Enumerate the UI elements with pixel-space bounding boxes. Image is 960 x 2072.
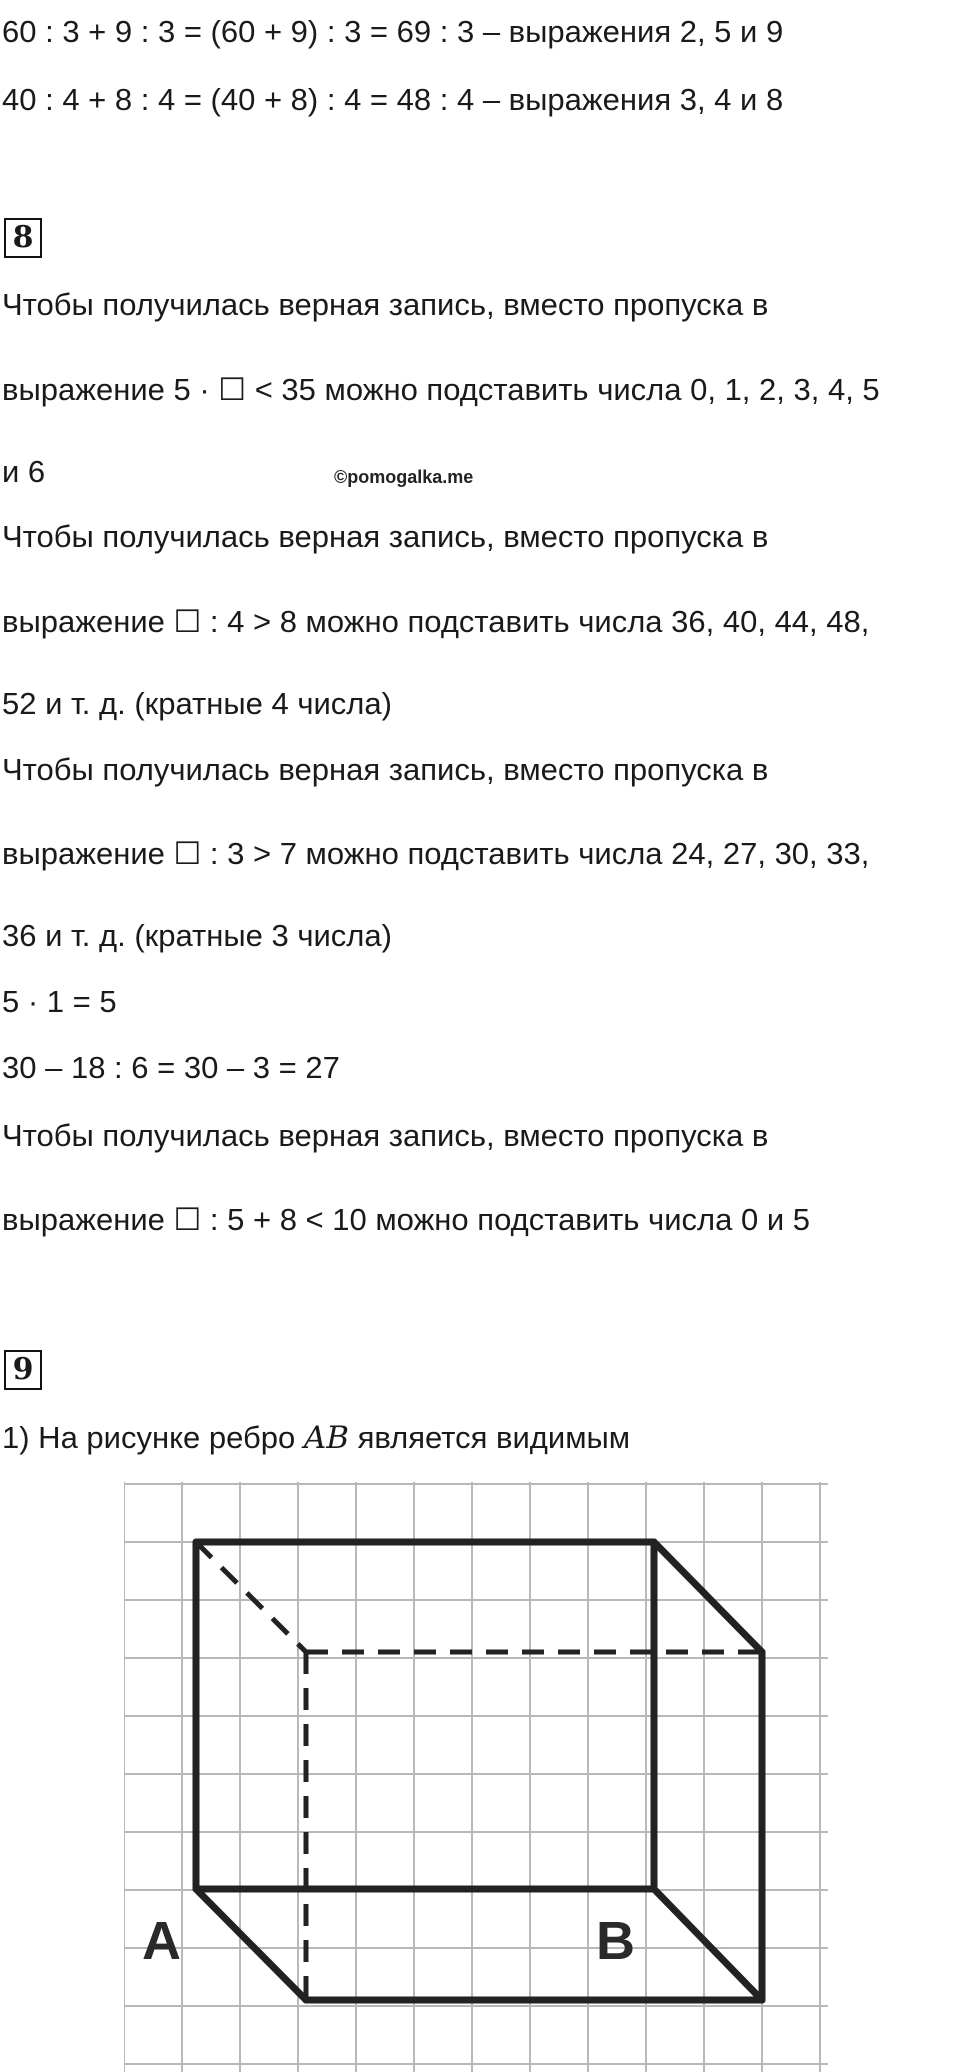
text-line: 52 и т. д. (кратные 4 числа): [2, 686, 392, 721]
text-line: выражение 5 · ☐ < 35 можно подставить числа 0, 1, 2, 3, 4, 5: [2, 372, 880, 407]
task9-statement: [2, 1418, 630, 1458]
text-line: 40 : 4 + 8 : 4 = (40 + 8) : 4 = 48 : 4 – выражения 3, 4 и 8: [2, 82, 784, 117]
edge-variable: AB: [303, 1420, 350, 1456]
text-line: Чтобы получилась верная запись, вместо пропуска в: [2, 287, 769, 322]
vertex-label-a: A: [142, 1911, 181, 1971]
text-line: 5 · 1 = 5: [2, 984, 117, 1019]
text-line: выражение ☐ : 4 > 8 можно подставить числа 36, 40, 44, 48,: [2, 604, 870, 639]
task-number-8: 8: [4, 218, 42, 258]
task9-suffix: является видимым: [349, 1420, 631, 1455]
task9-prefix: 1) На рисунке ребро: [2, 1420, 304, 1455]
vertex-label-b: B: [596, 1911, 635, 1971]
task-number-9: 9: [4, 1350, 42, 1390]
figure-background: [124, 1482, 828, 2072]
watermark: ©pomogalka.me: [334, 467, 474, 487]
text-line: и 6: [2, 454, 46, 489]
text-line: 36 и т. д. (кратные 3 числа): [2, 918, 392, 953]
text-line: выражение ☐ : 3 > 7 можно подставить числа 24, 27, 30, 33,: [2, 836, 870, 871]
text-line: Чтобы получилась верная запись, вместо пропуска в: [2, 519, 769, 554]
text-line: Чтобы получилась верная запись, вместо пропуска в: [2, 752, 769, 787]
text-line: 30 – 18 : 6 = 30 – 3 = 27: [2, 1050, 340, 1085]
text-line: Чтобы получилась верная запись, вместо пропуска в: [2, 1118, 769, 1153]
text-line: выражение ☐ : 5 + 8 < 10 можно подставить числа 0 и 5: [2, 1202, 810, 1237]
prism-figure: [124, 1482, 828, 2072]
text-line: 60 : 3 + 9 : 3 = (60 + 9) : 3 = 69 : 3 – выражения 2, 5 и 9: [2, 14, 784, 49]
